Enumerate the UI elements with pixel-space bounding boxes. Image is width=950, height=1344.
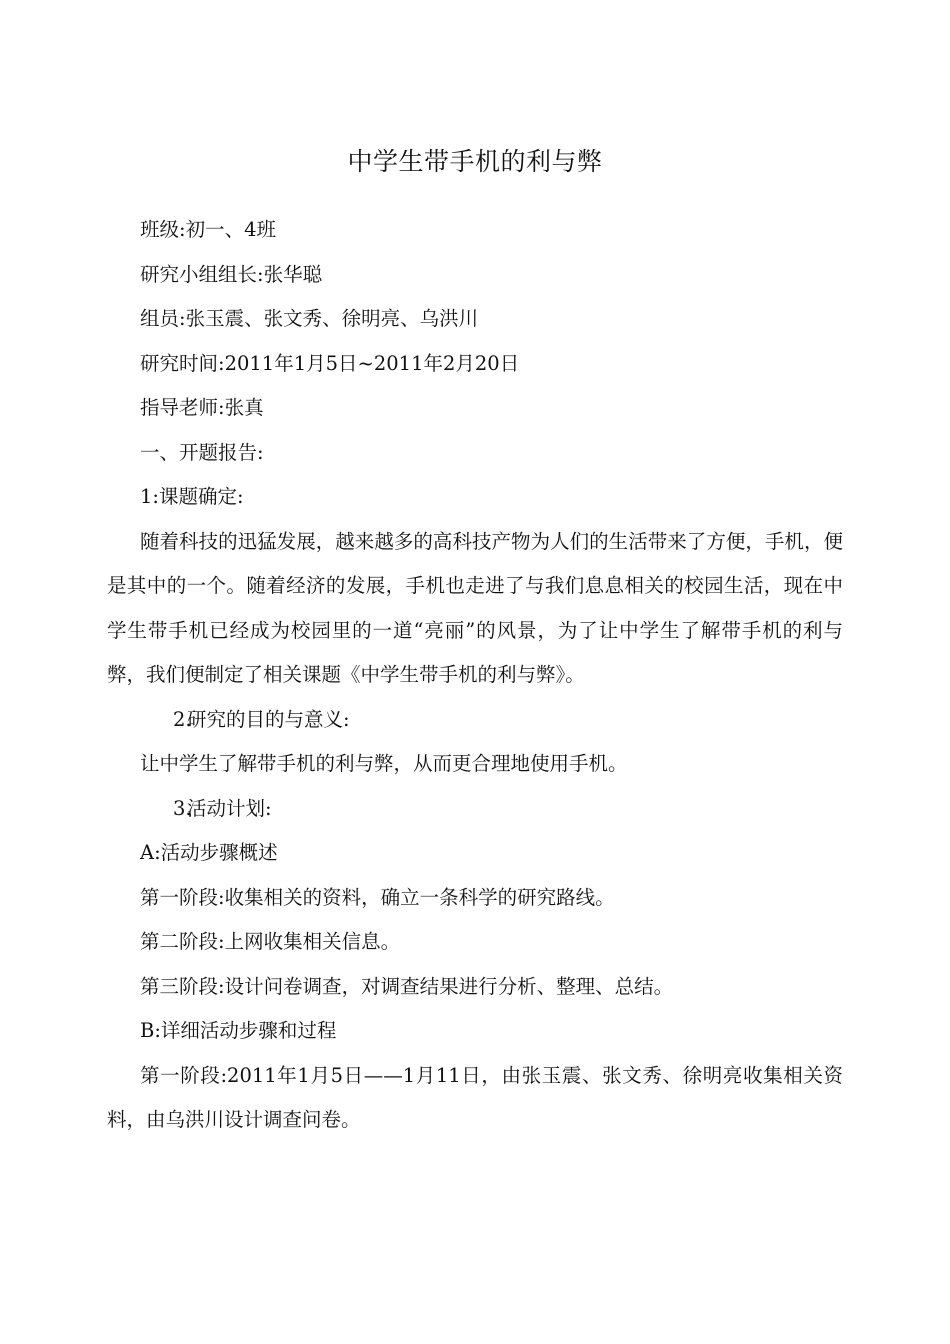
subsection-label: 活动计划:: [187, 796, 272, 820]
plan-detail-stage-1: 第一阶段:2011年1月5日——1月11日，由张玉震、张文秀、徐明亮收集相关资料，由乌洪川设计调查问卷。: [107, 1063, 843, 1131]
plan-detail-heading: B:详细活动步骤和过程: [140, 1019, 337, 1042]
section-heading-opening-report: 一、开题报告:: [140, 440, 264, 464]
subsection-number: 2.: [173, 707, 192, 731]
members-line: 组员:张玉震、张文秀、徐明亮、乌洪川: [140, 307, 479, 330]
group-leader-line: 研究小组组长:张华聪: [140, 262, 323, 286]
topic-paragraph: 随着科技的迅猛发展，越来越多的高科技产物为人们的生活带来了方便，手机，便是其中的一个。随着经济的发展，手机也走进了与我们息息相关的校园生活，现在中学生带手机已经成为校园里的一道“亮丽”的风景，为了让中学生了解带手机的利与弊，我们便制定了相关课题《中学生带手机的利与弊》。: [107, 529, 843, 686]
subsection-plan-heading: [107, 787, 843, 832]
plan-stage-1: 第一阶段:收集相关的资料，确立一条科学的研究路线。: [140, 885, 615, 909]
plan-stage-3: 第三阶段:设计问卷调查，对调查结果进行分析、整理、总结。: [140, 974, 674, 998]
class-line: 班级:初一、4班: [140, 218, 276, 241]
advisor-line: 指导老师:张真: [140, 396, 264, 419]
subsection-number: 3.: [173, 796, 192, 820]
subsection-label: 研究的目的与意义:: [187, 707, 350, 731]
subsection-purpose-heading: [107, 698, 843, 743]
purpose-paragraph: 让中学生了解带手机的利与弊，从而更合理地使用手机。: [140, 752, 628, 775]
document-body: [107, 208, 843, 1143]
document-title: 中学生带手机的利与弊: [347, 147, 603, 176]
research-time-line: 研究时间:2011年1月5日~2011年2月20日: [140, 351, 520, 375]
plan-stage-2: 第二阶段:上网收集相关信息。: [140, 930, 401, 953]
subsection-topic-determination: 1:课题确定:: [140, 485, 244, 508]
plan-overview-heading: A:活动步骤概述: [140, 841, 278, 864]
